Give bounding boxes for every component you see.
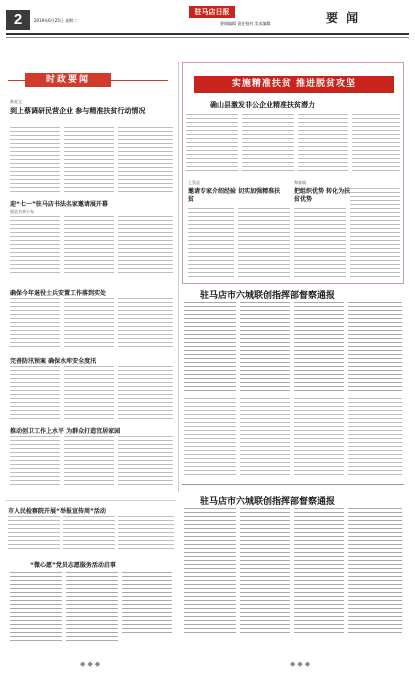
story-kicker: 陈星文 <box>10 99 22 104</box>
sub-body <box>350 188 400 280</box>
notice-body <box>184 302 236 394</box>
sub-body <box>294 208 346 280</box>
sub-headline: 把组织优势 转化为扶贫优势 <box>294 188 351 203</box>
story-headline: 到上蔡调研民营企业 参与精准扶贫行动情况 <box>10 107 146 115</box>
sub-headline: 邀请专家介绍经验 切实加强精准扶贫 <box>188 188 281 203</box>
notice-list <box>294 398 344 478</box>
story-headline: 迎“七一”驻马店书法名家邀请展开幕 <box>10 201 108 208</box>
story-body <box>64 298 114 348</box>
feature-body <box>186 114 238 174</box>
feature-banner: 实施精准扶贫 推进脱贫攻坚 <box>194 76 394 93</box>
story-body <box>64 127 114 195</box>
notice-body <box>184 508 236 636</box>
header-rule <box>6 33 409 35</box>
feature-body <box>352 114 400 174</box>
section-divider <box>6 500 176 501</box>
notice-body <box>294 508 344 636</box>
notice-headline: 驻马店市六城联创指挥部督察通报 <box>200 497 336 507</box>
masthead-logo: 驻马店日报 <box>189 6 235 18</box>
bottom-headline: 市人民检察院开展“举报宣传周”活动 <box>8 508 106 515</box>
story-body <box>64 366 114 420</box>
story-body <box>118 298 173 348</box>
story-body <box>118 516 174 550</box>
story-body <box>118 436 173 488</box>
story-headline: 完善防汛预案 确保水库安全度汛 <box>10 358 97 365</box>
feature-headline: 确山县激发非公企业精准扶贫潜力 <box>210 101 315 109</box>
story-body <box>10 127 60 195</box>
sub-kicker: 和泰镇 <box>294 180 306 185</box>
story-body <box>8 516 60 550</box>
notice-divider <box>182 484 404 485</box>
page-header <box>6 4 409 44</box>
feature-body <box>242 114 294 174</box>
story-body <box>10 436 60 488</box>
header-rule-thin <box>6 37 409 38</box>
story-body <box>118 216 173 276</box>
notice-list <box>348 398 402 478</box>
footer-ornament: ◆◆◆ <box>80 660 103 668</box>
sub-kicker: 上蔡县 <box>188 180 200 185</box>
story-body <box>10 216 60 276</box>
notice-list <box>184 398 236 478</box>
notice-body <box>348 508 402 636</box>
story-body <box>10 298 60 348</box>
sub-body <box>238 208 290 280</box>
issue-date: 2019年6月25日 星期二 <box>34 18 78 23</box>
notice-body <box>348 302 402 394</box>
footer-ornament: ◆◆◆ <box>290 660 313 668</box>
notice-body <box>66 572 118 642</box>
story-headline: 推动创卫工作上水平 为群众打造宜居家园 <box>10 428 121 435</box>
notice-body <box>240 508 290 636</box>
column-divider <box>178 62 179 492</box>
section-title: 要 闻 <box>326 11 361 25</box>
notice-body <box>294 302 344 394</box>
notice-body <box>240 302 290 394</box>
notice-body <box>122 572 172 634</box>
sub-body <box>188 208 234 280</box>
story-body <box>118 366 173 420</box>
story-body <box>118 127 173 195</box>
notice-body <box>10 572 62 642</box>
notice-list <box>240 398 290 478</box>
story-headline: 确保今年退役士兵安置工作落到实处 <box>10 290 107 297</box>
story-body <box>10 366 60 420</box>
story-body <box>64 436 114 488</box>
section-banner: 时政要闻 <box>25 73 111 87</box>
page-number: 2 <box>6 10 30 30</box>
notice-headline: 驻马店市六城联创指挥部督察通报 <box>200 291 336 301</box>
story-body <box>63 516 115 550</box>
story-body <box>64 216 114 276</box>
editor-credits: 要闻编辑 责任校对 美术编辑 <box>220 21 271 26</box>
story-byline: 展县名单公布 <box>10 209 34 214</box>
feature-body <box>298 114 348 174</box>
notice-subhead: “微心愿”党员志愿服务活动启事 <box>30 562 116 569</box>
